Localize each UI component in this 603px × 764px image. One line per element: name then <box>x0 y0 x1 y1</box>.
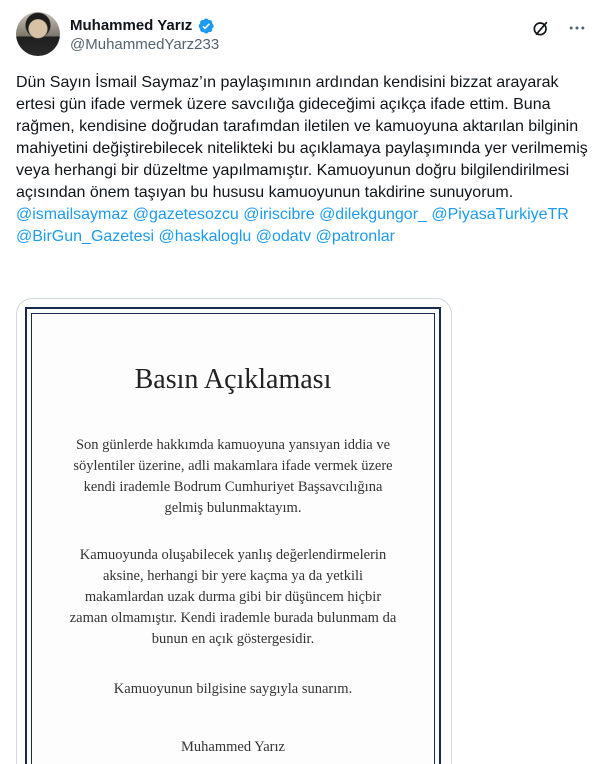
display-name[interactable]: Muhammed Yarız <box>70 17 193 34</box>
media-attachment[interactable] <box>16 298 452 764</box>
document-paragraph: Kamuoyunda oluşabilecek yanlış değerlendirmelerin aksine, herhangi bir yere kaçma ya da yetkili makamlardan uzak durma gibi bir düşüncem hiçbir zaman olmamıştır. Kendi irademle burada bulunmam da bunun en açık göstergesidir. <box>69 547 397 647</box>
mention-link[interactable]: @odatv <box>255 228 312 245</box>
document-signature: Muhammed Yarız <box>181 739 285 755</box>
user-info <box>70 16 219 55</box>
more-options-icon[interactable] <box>567 18 587 38</box>
avatar[interactable] <box>16 12 60 56</box>
grok-icon[interactable] <box>531 18 551 38</box>
document-paragraph: Son günlerde hakkımda kamuoyuna yansıyan iddia ve söylentiler üzerine, adli makamlara ifade vermek üzere kendi irademle Bodrum Cumhuriyet Başsavcılığına gelmiş bulunmaktayım. <box>73 437 393 516</box>
press-release-image <box>25 307 441 764</box>
mention-link[interactable]: @dilekgungor_ <box>319 206 427 223</box>
mention-link[interactable]: @haskaloglu <box>158 228 252 245</box>
mention-link[interactable]: @gazetesozcu <box>132 206 239 223</box>
name-row <box>70 16 219 35</box>
document-closing: Kamuoyunun bilgisine saygıyla sunarım. <box>113 681 353 697</box>
verified-badge-icon <box>197 17 215 35</box>
mention-link[interactable]: @patronlar <box>315 228 395 245</box>
tweet-header <box>16 12 587 62</box>
mention-link[interactable]: @BirGun_Gazetesi <box>16 228 155 245</box>
tweet-text <box>16 72 588 248</box>
user-handle[interactable]: @MuhammedYarz233 <box>70 36 220 53</box>
mention-link[interactable]: @PiyasaTurkiyeTR <box>431 206 569 223</box>
document-title: Basın Açıklaması <box>134 364 332 395</box>
mention-link[interactable]: @iriscibre <box>243 206 315 223</box>
tweet-body: Dün Sayın İsmail Saymaz’ın paylaşımının ardından kendisini bizzat arayarak ertesi gün ifade vermek üzere savcılığa gideceğimi açıkça ifade ettim. Buna rağmen, kendisine doğrudan tarafımdan iletilen ve kamuoyuna aktarılan bilginin mahiyetini değiştirebilecek nitelikteki bu açıklamaya paylaşımında yer verilmemiş veya herhangi bir düzeltme yapılmamıştır. Kamuoyunun doğru bilgilendirilmesi açısından önem taşıyan bu hususu kamuoyunun takdirine sunuyorum. <box>16 74 588 201</box>
mention-link[interactable]: @ismailsaymaz <box>16 206 129 223</box>
